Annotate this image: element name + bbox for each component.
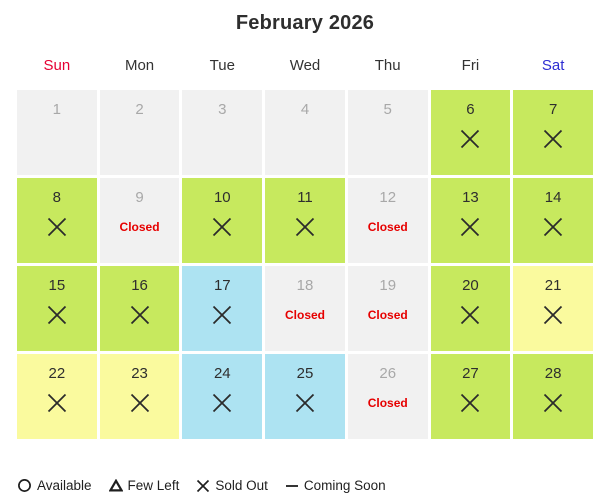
day-number: 25 xyxy=(296,365,314,382)
calendar-grid xyxy=(17,90,593,439)
day-number: 6 xyxy=(466,101,475,118)
day-number: 21 xyxy=(544,277,562,294)
day-cell-11 xyxy=(265,178,345,263)
legend-item-coming-soon xyxy=(285,478,386,493)
sold-out-icon xyxy=(542,302,564,328)
closed-label: Closed xyxy=(367,308,408,322)
day-number: 15 xyxy=(48,277,66,294)
weekday-fri: Fri xyxy=(461,57,480,74)
day-cell-3 xyxy=(182,90,262,175)
legend-label: Few Left xyxy=(127,478,180,493)
day-cell-1 xyxy=(17,90,97,175)
day-number: 5 xyxy=(383,101,392,118)
day-cell-5 xyxy=(348,90,428,175)
day-number: 18 xyxy=(296,277,314,294)
day-number: 27 xyxy=(462,365,479,382)
day-cell-7 xyxy=(513,90,593,175)
sold-out-icon xyxy=(542,126,564,152)
day-cell-28 xyxy=(513,354,593,439)
day-number: 7 xyxy=(548,101,558,118)
day-number: 12 xyxy=(379,189,397,206)
day-number: 11 xyxy=(297,189,313,206)
day-cell-4 xyxy=(265,90,345,175)
circle-icon xyxy=(17,478,32,493)
calendar-title: February 2026 xyxy=(235,12,375,34)
legend-item-few-left xyxy=(109,478,180,493)
closed-label: Closed xyxy=(119,220,160,234)
sold-out-icon xyxy=(459,302,481,328)
sold-out-icon xyxy=(542,390,564,416)
day-cell-6 xyxy=(431,90,511,175)
day-number: 16 xyxy=(131,277,148,294)
legend xyxy=(17,478,386,493)
day-cell-27 xyxy=(431,354,511,439)
day-number: 23 xyxy=(131,365,148,382)
sold-out-icon xyxy=(294,390,316,416)
dash-icon xyxy=(285,479,299,493)
weekday-tue: Tue xyxy=(209,57,235,74)
sold-out-icon xyxy=(211,302,233,328)
day-number: 19 xyxy=(379,277,397,294)
day-number: 9 xyxy=(135,189,144,206)
day-number: 3 xyxy=(218,101,227,118)
day-number: 4 xyxy=(300,101,310,118)
day-cell-25 xyxy=(265,354,345,439)
day-number: 1 xyxy=(52,101,62,118)
sold-out-icon xyxy=(459,126,481,152)
day-cell-14 xyxy=(513,178,593,263)
weekday-mon: Mon xyxy=(124,57,155,74)
sold-out-icon xyxy=(294,214,316,240)
sold-out-icon xyxy=(129,302,151,328)
day-number: 26 xyxy=(379,365,397,382)
day-number: 20 xyxy=(462,277,479,294)
day-cell-24 xyxy=(182,354,262,439)
legend-label: Available xyxy=(37,478,92,493)
day-cell-8 xyxy=(17,178,97,263)
day-cell-12 xyxy=(348,178,428,263)
legend-label: Coming Soon xyxy=(303,478,386,493)
day-cell-22 xyxy=(17,354,97,439)
day-number: 8 xyxy=(52,189,62,206)
sold-out-icon xyxy=(211,214,233,240)
sold-out-icon xyxy=(46,302,68,328)
legend-label: Sold Out xyxy=(215,478,268,493)
day-cell-23 xyxy=(100,354,180,439)
sold-out-icon xyxy=(459,390,481,416)
availability-calendar xyxy=(0,12,610,504)
day-cell-9 xyxy=(100,178,180,263)
closed-label: Closed xyxy=(367,220,408,234)
day-number: 17 xyxy=(213,277,231,294)
day-cell-19 xyxy=(348,266,428,351)
sold-out-icon xyxy=(46,390,68,416)
day-cell-26 xyxy=(348,354,428,439)
day-number: 22 xyxy=(48,365,66,382)
sold-out-icon xyxy=(459,214,481,240)
closed-label: Closed xyxy=(284,308,325,322)
legend-item-sold-out xyxy=(196,478,268,493)
day-number: 2 xyxy=(135,101,144,118)
weekday-header-row xyxy=(17,57,593,74)
day-cell-2 xyxy=(100,90,180,175)
day-number: 28 xyxy=(544,365,562,382)
day-number: 10 xyxy=(213,189,231,206)
day-cell-21 xyxy=(513,266,593,351)
day-number: 24 xyxy=(213,365,231,382)
weekday-wed: Wed xyxy=(289,57,321,74)
day-cell-18 xyxy=(265,266,345,351)
weekday-sun: Sun xyxy=(43,57,71,74)
day-cell-15 xyxy=(17,266,97,351)
sold-out-icon xyxy=(129,390,151,416)
day-cell-13 xyxy=(431,178,511,263)
weekday-thu: Thu xyxy=(374,57,401,74)
x-icon xyxy=(196,479,210,493)
day-cell-10 xyxy=(182,178,262,263)
triangle-icon xyxy=(109,479,123,492)
day-number: 13 xyxy=(462,189,479,206)
closed-label: Closed xyxy=(367,396,408,410)
day-cell-17 xyxy=(182,266,262,351)
sold-out-icon xyxy=(211,390,233,416)
legend-item-available xyxy=(17,478,92,493)
sold-out-icon xyxy=(46,214,68,240)
sold-out-icon xyxy=(542,214,564,240)
day-number: 14 xyxy=(544,189,562,206)
day-cell-20 xyxy=(431,266,511,351)
day-cell-16 xyxy=(100,266,180,351)
weekday-sat: Sat xyxy=(541,57,565,74)
